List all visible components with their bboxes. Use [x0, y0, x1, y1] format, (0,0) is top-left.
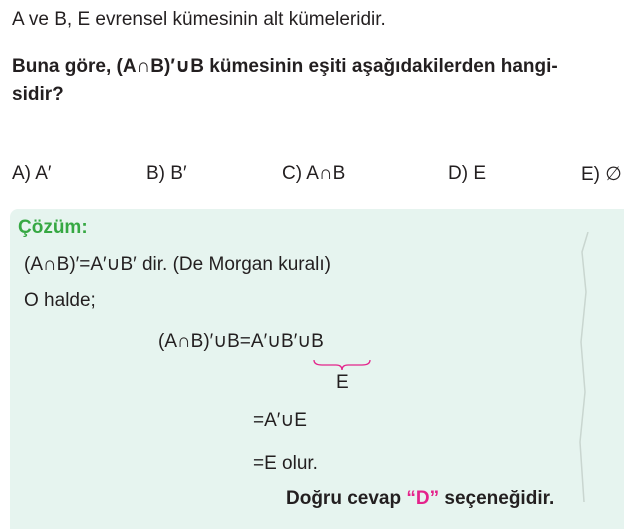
- answer-suffix: seçeneğidir.: [439, 488, 555, 509]
- option-e[interactable]: E) ∅: [581, 164, 622, 185]
- solution-title: Çözüm:: [18, 217, 88, 238]
- option-c[interactable]: C) A∩B: [282, 163, 346, 184]
- answer-statement: [286, 488, 554, 510]
- answer-prefix: Doğru cevap: [286, 488, 407, 509]
- solution-step-3: =E olur.: [253, 453, 318, 474]
- option-d[interactable]: D) E: [448, 163, 486, 184]
- question-prompt-line2: sidir?: [12, 84, 64, 105]
- option-b[interactable]: B) B′: [146, 163, 187, 184]
- panel-edge-decoration: [578, 232, 590, 502]
- solution-line-de-morgan: (A∩B)′=A′∪B′ dir. (De Morgan kuralı): [24, 254, 331, 275]
- solution-step-2: =A′∪E: [253, 410, 307, 431]
- underbrace: [312, 358, 372, 372]
- underbrace-label: E: [336, 372, 349, 393]
- solution-line-o-halde: O halde;: [24, 290, 96, 311]
- solution-step-1: (A∩B)′∪B=A′∪B′∪B: [158, 331, 324, 352]
- option-a[interactable]: A) A′: [12, 163, 52, 184]
- answer-choice: “D”: [406, 488, 440, 509]
- question-prompt-line1: Buna göre, (A∩B)′∪B kümesinin eşiti aşağıdakilerden hangi-: [12, 56, 558, 77]
- question-intro: A ve B, E evrensel kümesinin alt kümeleridir.: [12, 9, 386, 30]
